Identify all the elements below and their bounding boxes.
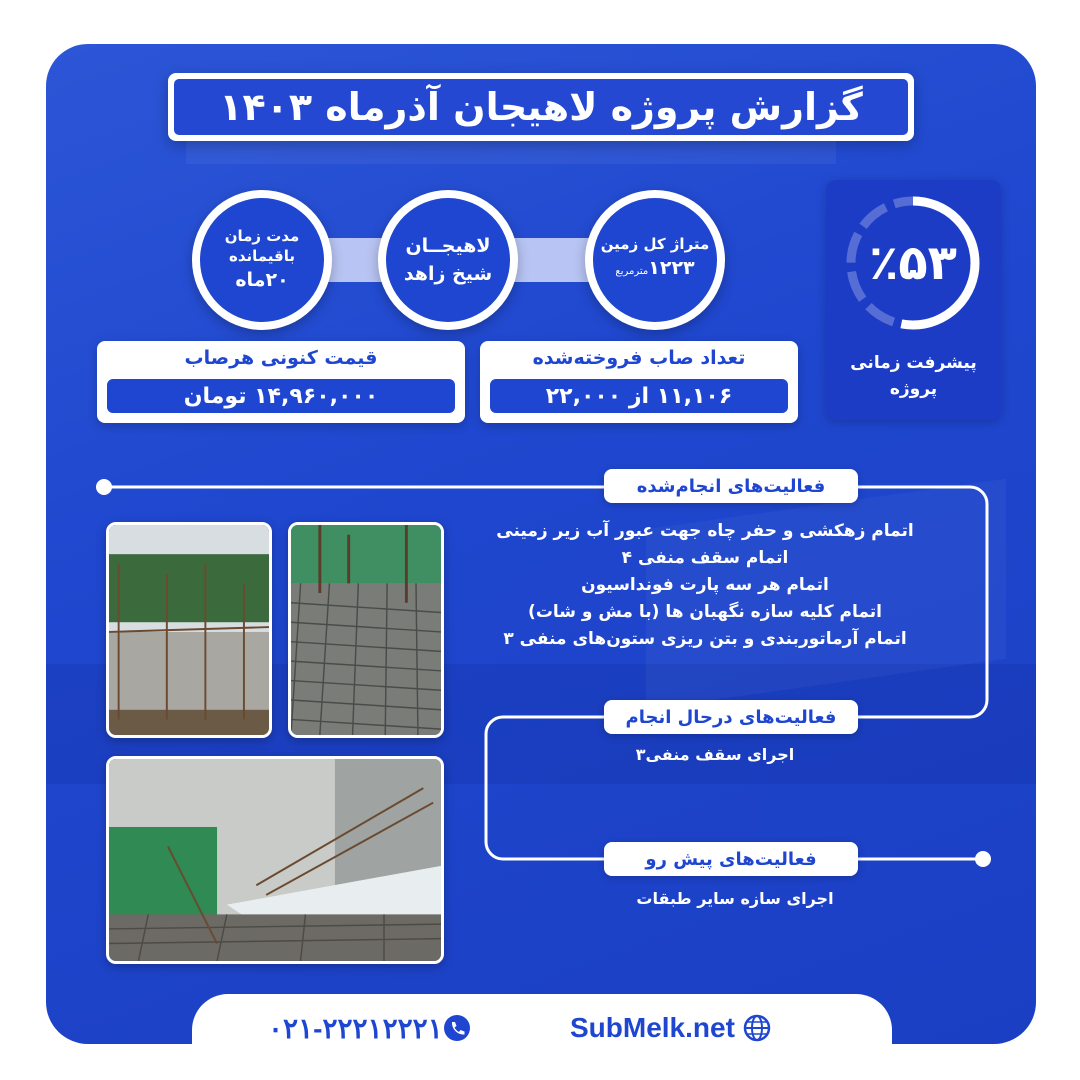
list-item: اتمام آرماتوربندی و بتن ریزی ستون‌های منفی ۳ xyxy=(503,629,907,649)
share-price-label: قیمت کنونی هرصاب xyxy=(184,347,378,369)
done-activities-heading: فعالیت‌های انجام‌شده xyxy=(604,469,858,503)
land-area-value: ۱۲۲۳ xyxy=(648,257,695,279)
globe-icon xyxy=(743,1014,771,1042)
done-activities-list xyxy=(470,518,940,653)
land-area-stat xyxy=(585,190,725,330)
phone-number: ۰۲۱-۲۲۲۱۲۲۲۱ xyxy=(268,1012,443,1044)
share-price-value: ۱۴,۹۶۰,۰۰۰ تومان xyxy=(107,379,455,413)
progress-label-line1: پیشرفت زمانی xyxy=(850,353,977,373)
phone-icon xyxy=(443,1014,471,1042)
construction-photo-site-overview xyxy=(106,756,444,964)
land-area-label: متراژ کل زمین xyxy=(600,235,710,253)
sold-shares-value: ۱۱,۱۰۶ از ۲۲,۰۰۰ xyxy=(490,379,788,413)
list-item: اتمام کلیه سازه نگهبان ها (با مش و شات) xyxy=(528,602,882,622)
construction-photo-rebar-mesh xyxy=(288,522,444,738)
phone-contact[interactable] xyxy=(268,1008,477,1048)
remaining-time-stat xyxy=(192,190,332,330)
sold-shares-label: تعداد صاب فروخته‌شده xyxy=(532,347,746,369)
remaining-label-line1: مدت زمان xyxy=(224,227,300,245)
time-progress-panel xyxy=(826,180,1001,420)
progress-value: ٪۵۳ xyxy=(869,235,957,291)
land-area-unit: مترمربع xyxy=(615,266,649,277)
remaining-value: ۲۰ماه xyxy=(235,269,289,291)
list-item: اتمام هر سه پارت فونداسیون xyxy=(581,575,829,595)
website-link[interactable] xyxy=(570,1008,771,1048)
list-item: اتمام زهکشی و حفر چاه جهت عبور آب زیر زمینی xyxy=(496,521,914,541)
progress-label-line2: پروژه xyxy=(889,379,938,399)
location-city: لاهیجــان xyxy=(405,235,491,257)
title-banner xyxy=(168,73,914,141)
location-stat xyxy=(378,190,518,330)
page-title: گزارش پروژه لاهیجان آذرماه ۱۴۰۳ xyxy=(174,79,908,135)
construction-photo-retaining-wall xyxy=(106,522,272,738)
website-text: SubMelk.net xyxy=(570,1012,735,1043)
upcoming-text: اجرای سازه سایر طبقات xyxy=(636,889,834,908)
location-district: شیخ زاهد xyxy=(403,263,493,285)
footer-bar xyxy=(192,994,892,1066)
share-price-card xyxy=(97,341,465,423)
remaining-label-line2: باقیمانده xyxy=(228,247,296,265)
in-progress-heading: فعالیت‌های درحال انجام xyxy=(604,700,858,734)
in-progress-text: اجرای سقف منفی۳ xyxy=(635,745,795,764)
list-item: اتمام سقف منفی ۴ xyxy=(621,548,789,568)
progress-label xyxy=(826,350,1001,402)
upcoming-heading: فعالیت‌های پیش رو xyxy=(604,842,858,876)
sold-shares-card xyxy=(480,341,798,423)
